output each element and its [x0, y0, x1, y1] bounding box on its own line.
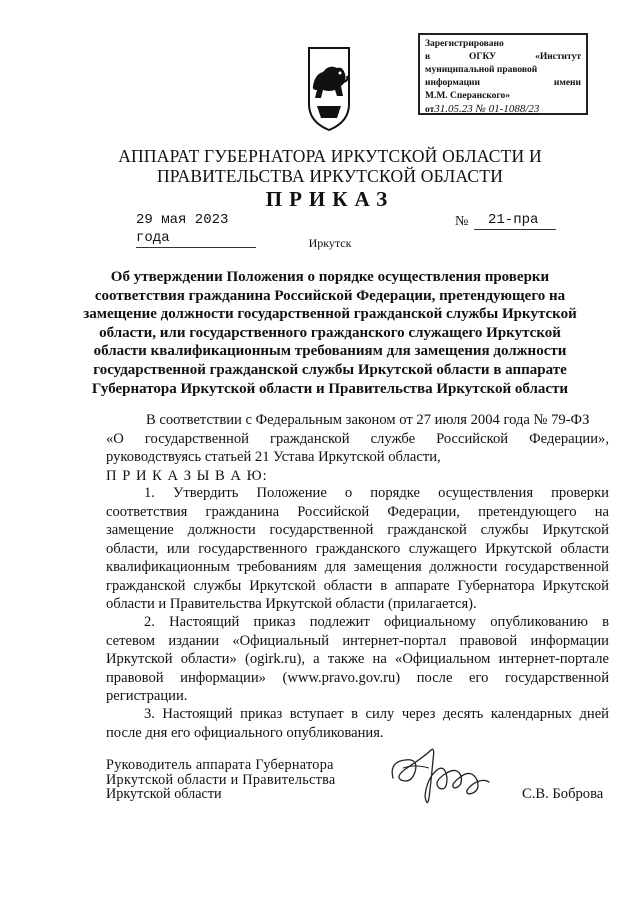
item-line: 1. Утвердить Положение о порядке осуществления проверки	[144, 485, 609, 501]
order-item-1	[106, 484, 609, 614]
document-date: 29 мая 2023 года	[136, 211, 256, 248]
stamp-line: М.М. Сперанского»	[425, 91, 511, 101]
title-line: государственной гражданской службы Иркутской области в аппарате	[93, 361, 567, 378]
signatory-title	[106, 758, 336, 802]
item-line: области и Правительства Иркутской области (прилагается).	[106, 596, 477, 612]
item-line: квалификационным требованиям для замещения должности государственной	[106, 559, 609, 575]
stamp-handwritten-number: 31.05.23 № 01-1088/23	[434, 103, 540, 115]
document-number: 21-пра	[474, 211, 556, 230]
stamp-line: муниципальной правовой	[425, 65, 538, 75]
stamp-text: имени	[553, 78, 581, 88]
item-line: регистрации.	[106, 688, 188, 704]
preamble-line: руководствуясь статьей 21 Устава Иркутской области,	[106, 449, 441, 465]
title-line: Губернатора Иркутской области и Правительства Иркутской области	[91, 380, 569, 397]
title-line: области квалификационным требованиям для замещения должности	[93, 343, 567, 360]
item-line: 3. Настоящий приказ вступает в силу через десять календарных дней	[144, 706, 609, 722]
title-line: области, или государственного гражданского служащего Иркутской	[99, 324, 561, 341]
title-line: замещение должности государственной гражданской службы Иркутской	[83, 306, 577, 323]
item-line: области, или государственного гражданского служащего Иркутской области	[106, 540, 609, 557]
order-word: П Р И К А З Ы В А Ю:	[106, 467, 268, 484]
title-line: Об утверждении Положения о порядке осуществления проверки	[110, 269, 550, 285]
number-label: №	[455, 214, 469, 229]
item-line: после дня его официального опубликования.	[106, 724, 384, 741]
order-item-2	[106, 613, 609, 706]
item-line: соответствия гражданина Российской Федерации, претендующего на	[106, 503, 609, 520]
stamp-text: от	[425, 105, 435, 115]
signatory-title-line: Руководитель аппарата Губернатора	[106, 757, 334, 773]
stamp-text: ОГКУ	[469, 52, 497, 62]
item-line: гражданской службы Иркутской области в аппарате Губернатора Иркутской	[106, 577, 609, 594]
stamp-line	[425, 51, 581, 64]
item-line: замещение должности государственной гражданской службы Иркутской	[106, 522, 609, 538]
title-line: соответствия гражданина Российской Федерации, претендующего на	[94, 287, 566, 304]
handwritten-signature	[385, 738, 495, 810]
stamp-text: в	[425, 52, 431, 62]
issuer-line-1: АППАРАТ ГУБЕРНАТОРА ИРКУТСКОЙ ОБЛАСТИ И	[118, 146, 542, 166]
preamble	[106, 411, 609, 485]
order-item-3	[106, 705, 609, 742]
stamp-line	[425, 77, 581, 90]
preamble-line: «О государственной гражданской службе Российской Федерации»,	[106, 430, 609, 447]
stamp-line	[425, 103, 581, 117]
item-line: 2. Настоящий приказ подлежит официальному опубликованию в	[144, 614, 609, 630]
item-line: сетевом издании «Официальный интернет-портал правовой информации	[106, 632, 609, 649]
document-city: Иркутск	[308, 236, 352, 250]
stamp-text: «Институт	[535, 52, 581, 62]
preamble-line: В соответствии с Федеральным законом от 27 июля 2004 года № 79-ФЗ	[146, 412, 590, 428]
registration-stamp	[418, 33, 588, 115]
signatory-name: С.В. Боброва	[522, 786, 604, 802]
issuer-line-2: ПРАВИТЕЛЬСТВА ИРКУТСКОЙ ОБЛАСТИ	[156, 166, 504, 186]
item-line: Иркутской области» (ogirk.ru), а также на «Официальном интернет-портале	[106, 651, 609, 667]
coat-of-arms-icon	[307, 46, 351, 132]
signatory-title-line: Иркутской области и Правительства	[106, 771, 336, 788]
signatory-title-line: Иркутской области	[106, 786, 222, 802]
document-title	[60, 268, 600, 398]
stamp-text: информации	[425, 78, 480, 88]
item-line: правовой информации» (www.pravo.gov.ru) после его государственной	[106, 669, 609, 686]
stamp-line: Зарегистрировано	[425, 39, 504, 49]
document-type: ПРИКАЗ	[265, 187, 395, 211]
